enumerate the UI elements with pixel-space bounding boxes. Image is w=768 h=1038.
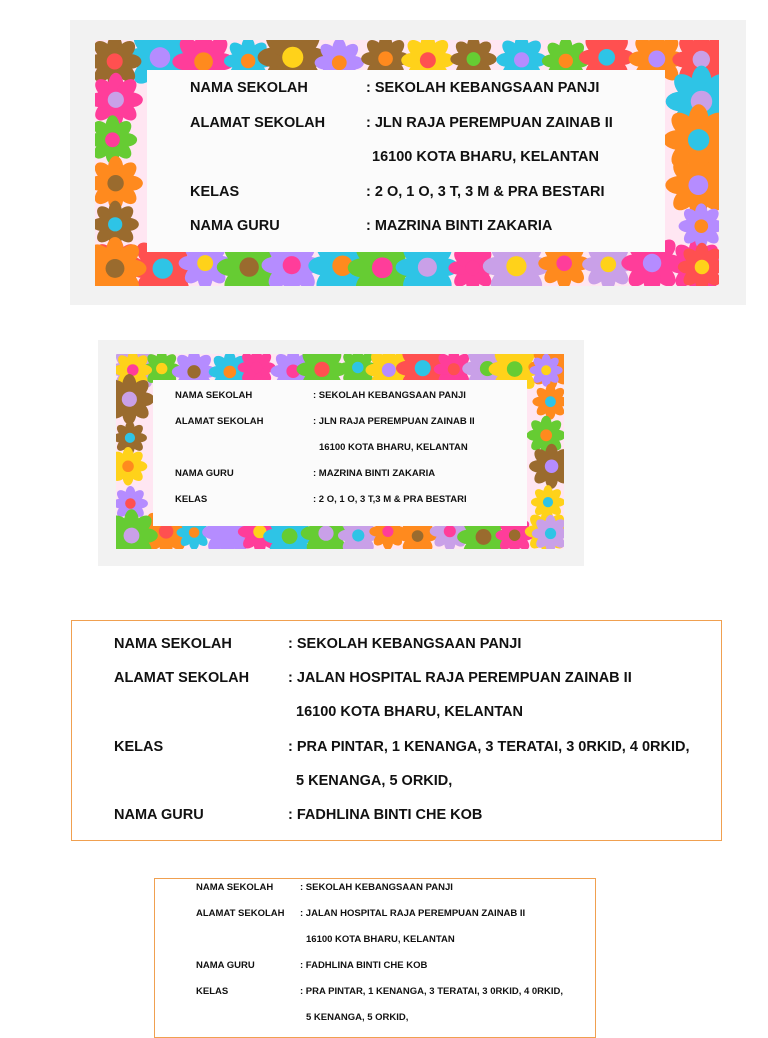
field-value: 16100 KOTA BHARU, KELANTAN <box>306 934 455 945</box>
field-label: ALAMAT SEKOLAH <box>190 114 326 131</box>
field-label: ALAMAT SEKOLAH <box>114 670 250 687</box>
field-value: : SEKOLAH KEBANGSAAN PANJI <box>300 882 453 893</box>
field-value: : SEKOLAH KEBANGSAAN PANJI <box>288 636 522 652</box>
field-label: NAMA SEKOLAH <box>175 390 253 401</box>
field-label: NAMA GURU <box>114 807 204 823</box>
field-value: : FADHLINA BINTI CHE KOB <box>288 807 483 823</box>
field-label: NAMA GURU <box>196 960 255 971</box>
field-value: : MAZRINA BINTI ZAKARIA <box>313 468 436 479</box>
field-label: NAMA SEKOLAH <box>190 80 308 96</box>
field-value: : PRA PINTAR, 1 KENANGA, 3 TERATAI, 3 0RKID, 4 0RKID, <box>300 986 564 997</box>
field-value: : MAZRINA BINTI ZAKARIA <box>366 218 553 234</box>
field-label: ALAMAT SEKOLAH <box>196 908 285 919</box>
field-value: 5 KENANGA, 5 ORKID, <box>306 1012 409 1023</box>
field-value: : SEKOLAH KEBANGSAAN PANJI <box>366 80 600 96</box>
field-value: 16100 KOTA BHARU, KELANTAN <box>296 704 523 721</box>
field-value: : JALAN HOSPITAL RAJA PEREMPUAN ZAINAB II <box>300 908 526 919</box>
field-value: 5 KENANGA, 5 ORKID, <box>296 772 453 789</box>
field-value: : 2 O, 1 O, 3 T,3 M & PRA BESTARI <box>313 494 467 505</box>
field-value: : JALAN HOSPITAL RAJA PEREMPUAN ZAINAB II <box>288 670 632 687</box>
field-value: : JLN RAJA PEREMPUAN ZAINAB II <box>313 416 475 427</box>
flower-icon <box>531 485 564 519</box>
field-value: : FADHLINA BINTI CHE KOB <box>300 960 428 971</box>
field-value: : SEKOLAH KEBANGSAAN PANJI <box>313 390 466 401</box>
field-value: 16100 KOTA BHARU, KELANTAN <box>372 149 599 165</box>
field-label: KELAS <box>114 738 164 755</box>
field-label: NAMA SEKOLAH <box>114 636 232 652</box>
field-label: ALAMAT SEKOLAH <box>175 416 264 427</box>
field-label: KELAS <box>175 494 208 505</box>
field-value: : 2 O, 1 O, 3 T, 3 M & PRA BESTARI <box>366 183 605 200</box>
field-value: : PRA PINTAR, 1 KENANGA, 3 TERATAI, 3 0RKID, 4 0RKID, <box>288 738 690 755</box>
field-label: KELAS <box>196 986 229 997</box>
field-value: 16100 KOTA BHARU, KELANTAN <box>319 442 468 453</box>
field-label: NAMA GURU <box>190 218 280 234</box>
flower-icon <box>527 416 564 455</box>
flower-icon <box>530 354 563 387</box>
field-value: : JLN RAJA PEREMPUAN ZAINAB II <box>366 114 613 131</box>
field-label: KELAS <box>190 183 240 200</box>
field-label: NAMA GURU <box>175 468 234 479</box>
field-label: NAMA SEKOLAH <box>196 882 274 893</box>
